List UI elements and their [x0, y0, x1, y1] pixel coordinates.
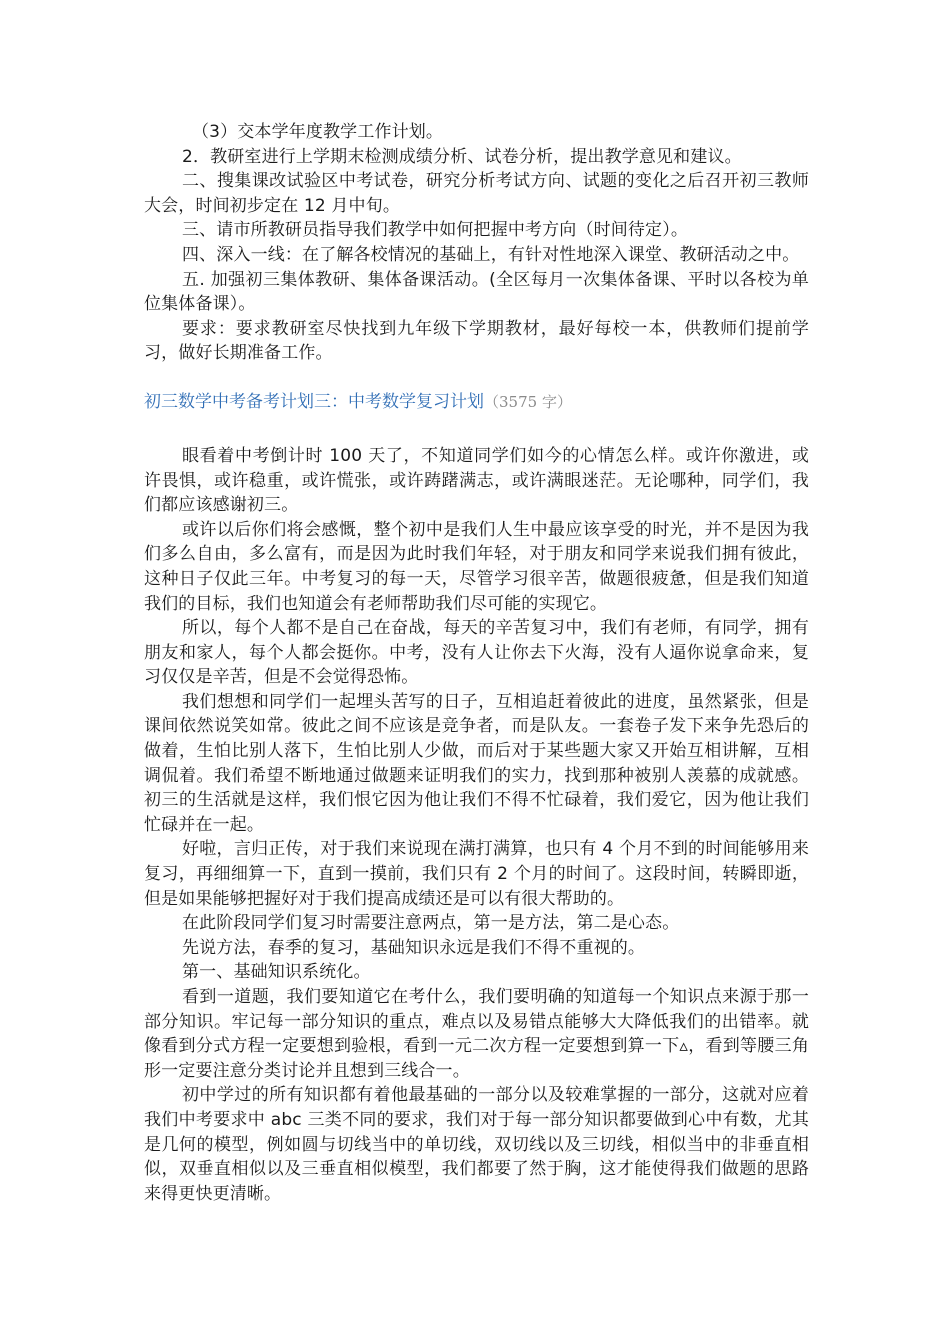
paragraph-frontline: 四、深入一线：在了解各校情况的基础上，有针对性地深入课堂、教研活动之中。 [182, 244, 800, 265]
paragraph-guidance: 三、请市所教研员指导我们教学中如何把握中考方向（时间待定）。 [182, 220, 688, 241]
paragraph-first-point: 第一、基础知识系统化。 [182, 962, 371, 983]
paragraph-countdown: 眼看着中考倒计时 100 天了，不知道同学们如今的心情怎么样。或许你激进，或许畏惧，或许稳重，或许慌张，或许踌躇满志，或许满眼迷茫。无论哪种，同学们，我们都应该感谢初三。 [144, 445, 809, 516]
paragraph-method: 先说方法，春季的复习，基础知识永远是我们不得不重视的。 [182, 937, 646, 958]
section-heading[interactable] [144, 390, 809, 414]
paragraph-collective-prep: 五. 加强初三集体教研、集体备课活动。(全区每月一次集体备课、平时以各校为单位集体备课）。 [144, 269, 809, 315]
paragraph-models: 初中学过的所有知识都有着他最基础的一部分以及较难掌握的一部分，这就对应着我们中考要求中 abc 三类不同的要求，我们对于每一部分知识都要做到心中有数，尤其是几何的模型，例如圆与切线当中的单切线，双切线以及三切线，相似当中的非垂直相似，双垂直相似以及三垂直相似模型，我们都要了然于胸，这才能使得我们做题的思路来得更快更清晰。 [144, 1085, 809, 1204]
paragraph-reflection: 或许以后你们将会感慨，整个初中是我们人生中最应该享受的时光，并不是因为我们多么自由，多么富有，而是因为此时我们年轻，对于朋友和同学来说我们拥有彼此，这种日子仅此三年。中考复习的每一天，尽管学习很辛苦，做题很疲惫，但是我们知道我们的目标，我们也知道会有老师帮助我们尽可能的实现它。 [144, 519, 809, 614]
paragraph-two-points: 在此阶段同学们复习时需要注意两点，第一是方法，第二是心态。 [182, 913, 680, 934]
paragraph-collect-papers: 二、搜集课改试验区中考试卷，研究分析考试方向、试题的变化之后召开初三教师大会，时间初步定在 12 月中旬。 [144, 171, 809, 216]
section-heading-title[interactable]: 初三数学中考备考计划三：中考数学复习计划 [144, 391, 484, 412]
word-count: （3575 字） [484, 392, 572, 411]
paragraph-exam-analysis: 2．教研室进行上学期末检测成绩分析、试卷分析，提出教学意见和建议。 [182, 146, 742, 167]
paragraph-submit-plan: （3）交本学年度教学工作计划。 [192, 122, 444, 142]
paragraph-teammates: 我们想想和同学们一起埋头苦写的日子，互相追赶着彼此的进度，虽然紧张，但是课间依然说笑如常。彼此之间不应该是竞争者，而是队友。一套卷子发下来争先恐后的做着，生怕比别人落下，生怕比别人少做，而后对于某些题大家又开始互相讲解，互相调侃着。我们希望不断地通过做题来证明我们的实力，找到那种被别人羡慕的成就感。初三的生活就是这样，我们恨它因为他让我们不得不忙碌着，我们爱它，因为他让我们忙碌并在一起。 [144, 691, 809, 835]
paragraph-requirement: 要求：要求教研室尽快找到九年级下学期教材，最好每校一本，供教师们提前学习，做好长期准备工作。 [144, 318, 809, 364]
paragraph-support: 所以，每个人都不是自己在奋战，每天的辛苦复习中，我们有老师，有同学，拥有朋友和家人，每个人都会挺你。中考，没有人让你去下火海，没有人逼你说拿命来，复习仅仅是辛苦，但是不会觉得恐怖。 [144, 618, 809, 688]
paragraph-knowledge-points: 看到一道题，我们要知道它在考什么，我们要明确的知道每一个知识点来源于那一部分知识。牢记每一部分知识的重点，难点以及易错点能够大大降低我们的出错率。就像看到分式方程一定要想到验根，看到一元二次方程一定要想到算一下▵，看到等腰三角形一定要注意分类讨论并且想到三线合一。 [144, 987, 809, 1081]
paragraph-time-left: 好啦，言归正传，对于我们来说现在满打满算，也只有 4 个月不到的时间能够用来复习，再细细算一下，直到一摸前，我们只有 2 个月的时间了。这段时间，转瞬即逝，但是如果能够把握好对于我们提高成绩还是可以有很大帮助的。 [144, 839, 809, 909]
document-page [144, 120, 809, 1206]
